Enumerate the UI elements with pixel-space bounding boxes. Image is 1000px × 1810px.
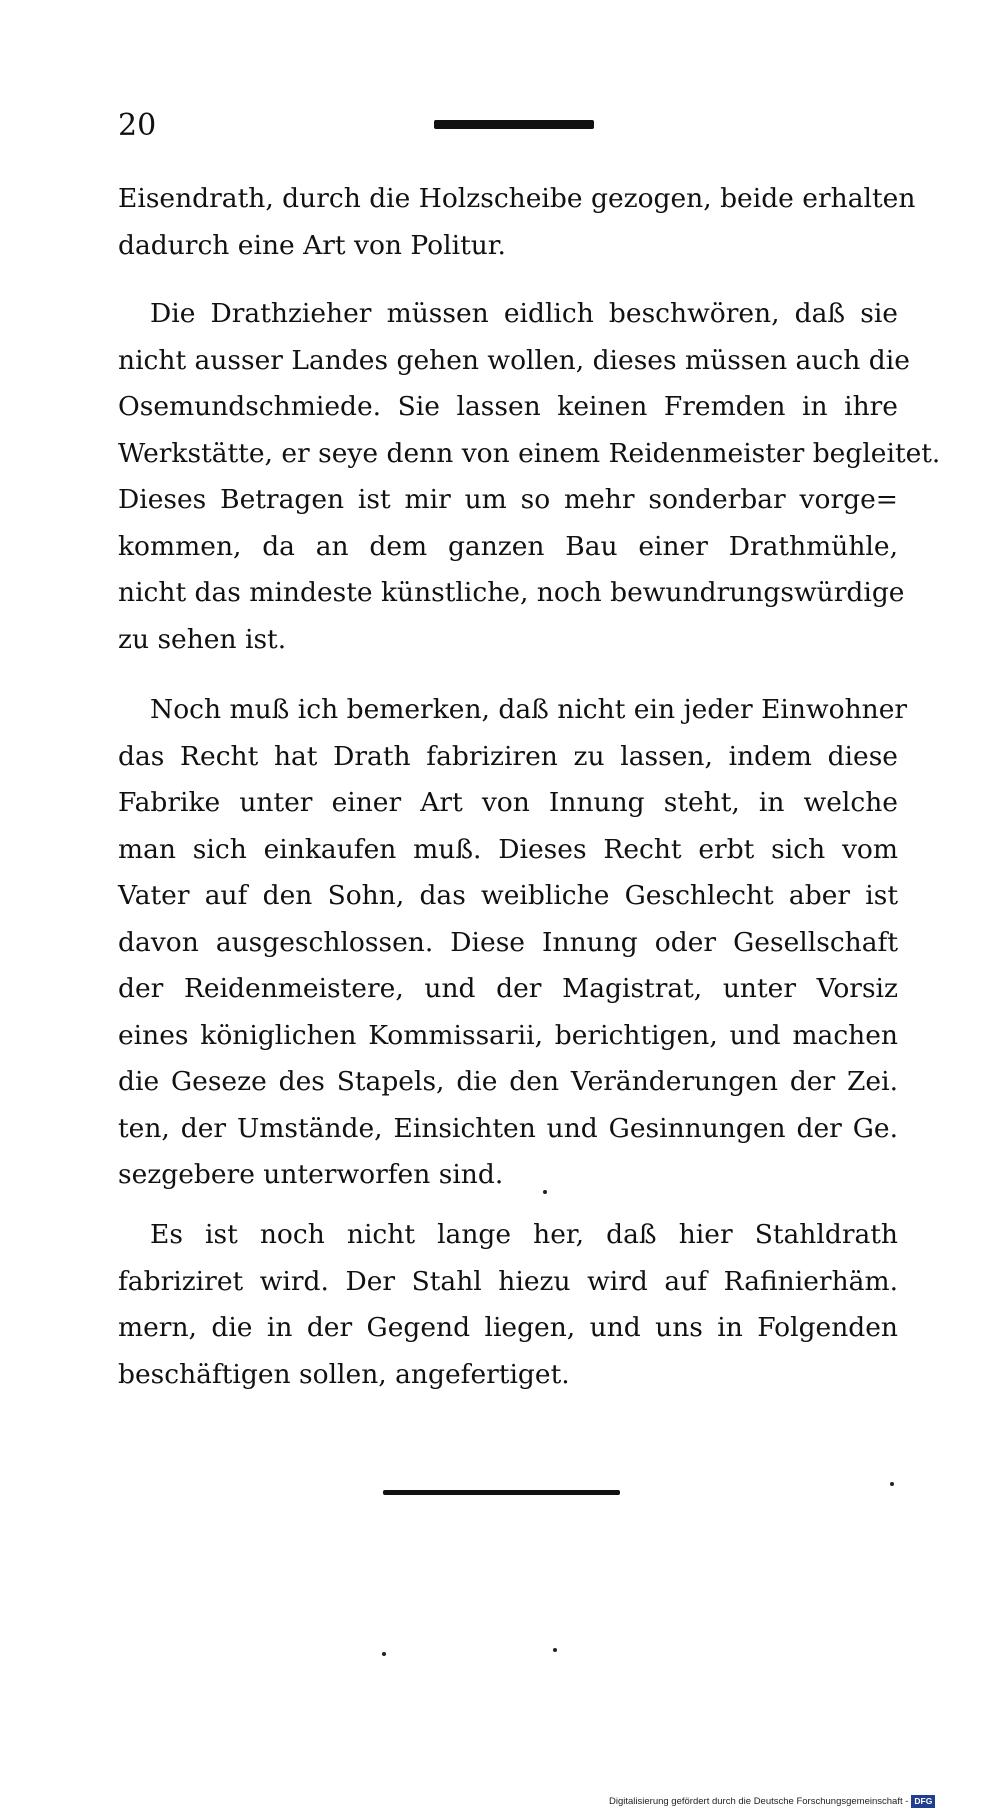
paragraph-4: [118, 1212, 898, 1398]
text-line: ten, der Umstände, Einsichten und Gesinnungen der Ge.: [118, 1112, 898, 1144]
text-line: Vater auf den Sohn, das weibliche Geschlecht aber ist: [118, 880, 898, 911]
text-line: Es ist noch nicht lange her, daß hier Stahldrath: [150, 1219, 898, 1250]
text-line: Fabrike unter einer Art von Innung steht, in welche: [118, 787, 898, 818]
text-line: nicht ausser Landes gehen wollen, dieses müssen auch die: [118, 344, 910, 376]
paragraph-2: [118, 291, 941, 663]
paragraph-3: [118, 687, 908, 1199]
text-line: kommen, da an dem ganzen Bau einer Drathmühle,: [118, 530, 898, 562]
text-line: mern, die in der Gegend liegen, und uns in Folgenden: [118, 1312, 898, 1343]
text-line: die Geseze des Stapels, die den Veränderungen der Zei.: [118, 1066, 898, 1097]
text-line: davon ausgeschlossen. Diese Innung oder Gesellschaft: [118, 926, 898, 958]
text-line: zu sehen ist.: [118, 623, 287, 655]
text-line: Werkstätte, er seye denn von einem Reidenmeister begleitet.: [118, 437, 941, 469]
text-line: sezgebere unterworfen sind.: [118, 1159, 504, 1190]
text-line: nicht das mindeste künstliche, noch bewundrungswürdige: [118, 577, 905, 608]
text-line: man sich einkaufen muß. Dieses Recht erbt sich vom: [118, 833, 898, 865]
dfg-logo: DFG: [911, 1795, 935, 1808]
print-speck: [890, 1482, 894, 1486]
text-line: Die Drathzieher müssen eidlich beschwören, daß sie: [150, 298, 898, 329]
print-speck: [543, 1190, 547, 1194]
text-line: das Recht hat Drath fabriziren zu lassen, indem diese: [118, 740, 898, 772]
digitization-credit: [609, 1793, 1000, 1810]
text-line: Osemundschmiede. Sie lassen keinen Fremden in ihre: [118, 391, 898, 422]
text-line: Noch muß ich bemerken, daß nicht ein jeder Einwohner: [150, 694, 908, 725]
paragraph-1: [118, 176, 916, 269]
text-line: fabriziret wird. Der Stahl hiezu wird auf Rafinierhäm.: [118, 1265, 898, 1297]
credit-text: Digitalisierung gefördert durch die Deutsche Forschungsgemeinschaft -: [609, 1796, 909, 1807]
footer-rule: [383, 1490, 620, 1495]
page-number: 20: [118, 108, 157, 143]
print-speck: [382, 1652, 386, 1656]
text-line: beschäftigen sollen, angefertiget.: [118, 1358, 570, 1390]
text-line: Dieses Betragen ist mir um so mehr sonderbar vorge=: [118, 484, 898, 515]
text-line: eines königlichen Kommissarii, berichtigen, und machen: [118, 1019, 898, 1051]
header-rule: [434, 120, 594, 129]
text-line: Eisendrath, durch die Holzscheibe gezogen, beide erhalten: [118, 183, 916, 214]
text-line: dadurch eine Art von Politur.: [118, 229, 506, 261]
print-speck: [553, 1648, 557, 1652]
text-line: der Reidenmeistere, und der Magistrat, unter Vorsiz: [118, 973, 898, 1004]
